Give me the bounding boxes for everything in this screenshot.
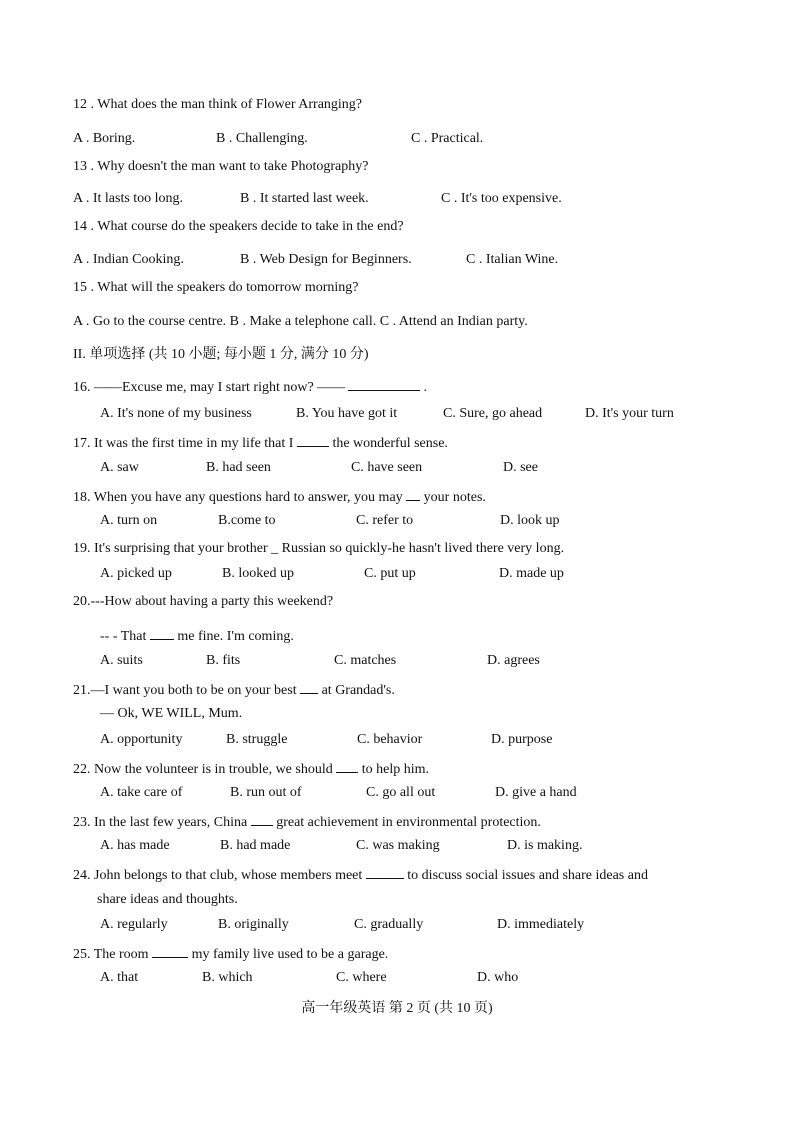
q14-option-c: C . Italian Wine. xyxy=(466,252,559,267)
section-heading: II. 单项选择 (共 10 小题; 每小题 1 分, 满分 10 分) xyxy=(73,347,369,362)
q22-option-b: B. run out of xyxy=(230,785,302,800)
q18-stem-pre: 18. When you have any questions hard to answer, you may xyxy=(73,490,407,505)
q24-option-c: C. gradually xyxy=(354,917,424,932)
q20-stem: 20.---How about having a party this weekend? xyxy=(73,594,334,609)
q14-option-b: B . Web Design for Beginners. xyxy=(240,252,412,267)
q16-stem-post: . xyxy=(420,380,428,395)
q17-option-b: B. had seen xyxy=(206,460,271,475)
q18-stem xyxy=(73,487,486,507)
q13-option-a: A . It lasts too long. xyxy=(73,191,184,206)
q20-reply xyxy=(100,626,294,646)
q17-stem-post: the wonderful sense. xyxy=(328,436,448,451)
q18-stem-post: your notes. xyxy=(420,490,486,505)
q13-option-c: C . It's too expensive. xyxy=(441,191,562,206)
q12-option-a: A . Boring. xyxy=(73,131,136,146)
q25-stem-post: my family live used to be a garage. xyxy=(188,947,389,962)
answer-blank xyxy=(150,626,174,640)
q24-stem-continued: share ideas and thoughts. xyxy=(97,892,238,907)
q16-stem xyxy=(73,377,427,397)
q16-stem-pre: 16. ——Excuse me, may I start right now? —— xyxy=(73,380,346,395)
q25-option-d: D. who xyxy=(477,970,519,985)
answer-blank xyxy=(297,433,329,447)
q24-option-a: A. regularly xyxy=(100,917,168,932)
q24-option-d: D. immediately xyxy=(497,917,585,932)
q17-option-c: C. have seen xyxy=(351,460,423,475)
q25-option-a: A. that xyxy=(100,970,139,985)
q18-option-b: B.come to xyxy=(218,513,276,528)
q16-option-a: A. It's none of my business xyxy=(100,406,252,421)
q23-option-a: A. has made xyxy=(100,838,170,853)
q19-option-d: D. made up xyxy=(499,566,564,581)
q19-option-a: A. picked up xyxy=(100,566,172,581)
q20-option-a: A. suits xyxy=(100,653,143,668)
answer-blank xyxy=(348,377,420,391)
q21-option-d: D. purpose xyxy=(491,732,553,747)
q23-stem-pre: 23. In the last few years, China xyxy=(73,815,251,830)
q23-stem-post: great achievement in environmental protection. xyxy=(272,815,541,830)
answer-blank xyxy=(366,865,404,879)
q16-option-d: D. It's your turn xyxy=(585,406,674,421)
q20-option-b: B. fits xyxy=(206,653,241,668)
q19-option-c: C. put up xyxy=(364,566,416,581)
q21-reply: — Ok, WE WILL, Mum. xyxy=(100,706,243,721)
q13-option-b: B . It started last week. xyxy=(240,191,369,206)
q25-stem xyxy=(73,944,388,964)
q23-option-c: C. was making xyxy=(356,838,440,853)
q12-option-c: C . Practical. xyxy=(411,131,484,146)
q12-stem: 12 . What does the man think of Flower Arranging? xyxy=(73,97,363,112)
q13-stem: 13 . Why doesn't the man want to take Photography? xyxy=(73,159,369,174)
q24-stem-pre: 24. John belongs to that club, whose members meet xyxy=(73,868,366,883)
q22-option-c: C. go all out xyxy=(366,785,436,800)
q25-option-c: C. where xyxy=(336,970,387,985)
q23-option-b: B. had made xyxy=(220,838,291,853)
q15-stem: 15 . What will the speakers do tomorrow morning? xyxy=(73,280,359,295)
q17-option-d: D. see xyxy=(503,460,538,475)
q20-option-c: C. matches xyxy=(334,653,397,668)
q18-option-a: A. turn on xyxy=(100,513,158,528)
q24-option-b: B. originally xyxy=(218,917,289,932)
q22-option-d: D. give a hand xyxy=(495,785,577,800)
q24-stem xyxy=(73,865,648,885)
q22-stem-pre: 22. Now the volunteer is in trouble, we should xyxy=(73,762,337,777)
q14-option-a: A . Indian Cooking. xyxy=(73,252,184,267)
q23-option-d: D. is making. xyxy=(507,838,583,853)
q17-stem xyxy=(73,433,448,453)
q20-option-d: D. agrees xyxy=(487,653,540,668)
q22-option-a: A. take care of xyxy=(100,785,183,800)
q17-stem-pre: 17. It was the first time in my life that I xyxy=(73,436,297,451)
q25-stem-pre: 25. The room xyxy=(73,947,153,962)
q21-stem-pre: 21.—I want you both to be on your best xyxy=(73,683,301,698)
answer-blank xyxy=(152,944,188,958)
q22-stem-post: to help him. xyxy=(358,762,430,777)
q21-stem-post: at Grandad's. xyxy=(318,683,395,698)
page-footer: 高一年级英语 第 2 页 (共 10 页) xyxy=(301,1001,493,1016)
q21-option-b: B. struggle xyxy=(226,732,288,747)
q20-reply-pre: -- - That xyxy=(100,629,150,644)
answer-blank xyxy=(300,680,318,694)
q17-option-a: A. saw xyxy=(100,460,139,475)
q19-stem: 19. It's surprising that your brother _ Russian so quickly-he hasn't lived there very long. xyxy=(73,541,565,556)
q23-stem xyxy=(73,812,541,832)
answer-blank xyxy=(251,812,273,826)
q16-option-b: B. You have got it xyxy=(296,406,398,421)
q16-option-c: C. Sure, go ahead xyxy=(443,406,543,421)
answer-blank xyxy=(406,487,420,501)
q14-stem: 14 . What course do the speakers decide to take in the end? xyxy=(73,219,404,234)
q15-options: A . Go to the course centre. B . Make a telephone call. C . Attend an Indian party. xyxy=(73,314,528,329)
q21-option-c: C. behavior xyxy=(357,732,423,747)
q18-option-d: D. look up xyxy=(500,513,560,528)
q12-option-b: B . Challenging. xyxy=(216,131,308,146)
q18-option-c: C. refer to xyxy=(356,513,414,528)
q21-stem xyxy=(73,680,395,700)
answer-blank xyxy=(336,759,358,773)
q22-stem xyxy=(73,759,429,779)
q25-option-b: B. which xyxy=(202,970,253,985)
q19-option-b: B. looked up xyxy=(222,566,294,581)
q24-stem-post: to discuss social issues and share ideas and xyxy=(403,868,648,883)
q21-option-a: A. opportunity xyxy=(100,732,183,747)
q20-reply-post: me fine. I'm coming. xyxy=(173,629,294,644)
